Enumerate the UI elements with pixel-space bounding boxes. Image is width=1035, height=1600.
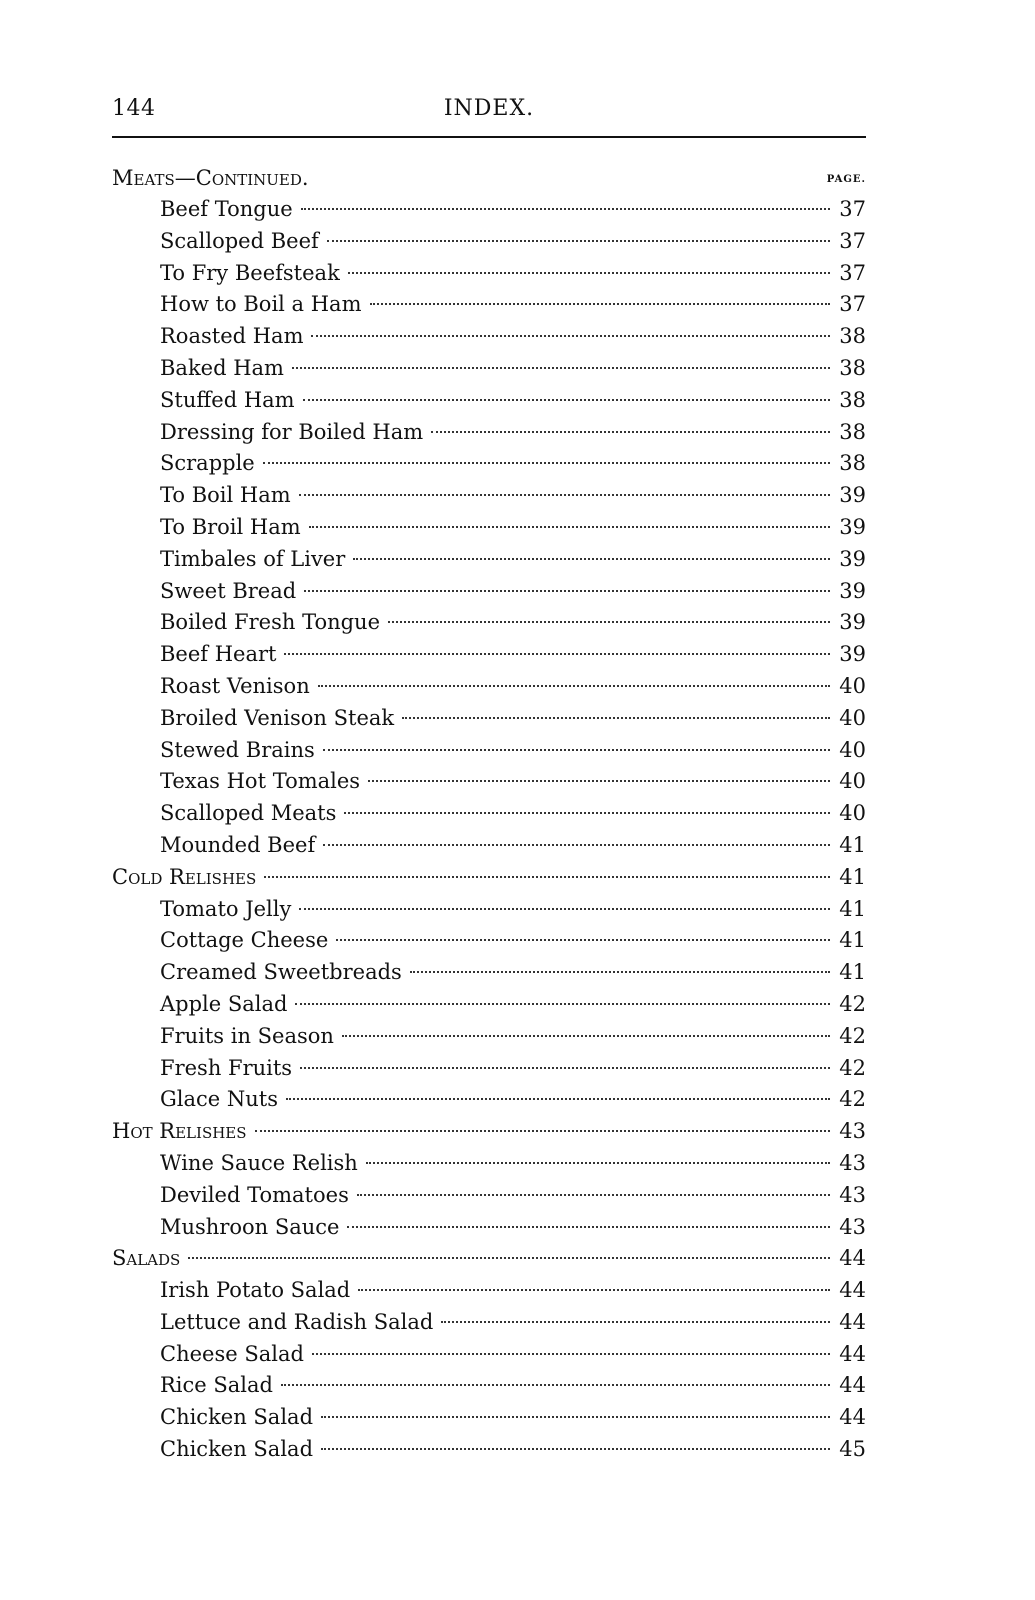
entry-page-number: 39: [839, 546, 866, 571]
dot-leader: [255, 1130, 830, 1132]
dot-leader: [299, 908, 830, 910]
entry-label: Irish Potato Salad: [160, 1278, 351, 1303]
entry-label: Cold Relishes: [112, 864, 257, 889]
entry-page-number: 38: [839, 419, 866, 444]
entry-page-number: 42: [839, 1023, 866, 1048]
dot-leader: [431, 431, 830, 433]
entry-page-number: 43: [839, 1119, 866, 1144]
dot-leader: [321, 1416, 830, 1418]
dot-leader: [336, 939, 830, 941]
entry-page-number: 39: [839, 483, 866, 508]
dot-leader: [353, 558, 830, 560]
index-section-heading: [112, 862, 866, 894]
entry-label: Scrapple: [160, 451, 255, 476]
index-entry: [112, 1148, 866, 1180]
entry-label: Cheese Salad: [160, 1341, 304, 1366]
entry-page-number: 43: [839, 1182, 866, 1207]
dot-leader: [312, 1353, 830, 1355]
index-entry: [112, 894, 866, 926]
entry-label: Apple Salad: [160, 991, 288, 1016]
index-entry: [112, 766, 866, 798]
entry-label: Roasted Ham: [160, 324, 304, 349]
entry-page-number: 39: [839, 610, 866, 635]
entry-page-number: 41: [839, 896, 866, 921]
header-rule: [112, 136, 866, 138]
dot-leader: [304, 590, 830, 592]
index-entry: [112, 1307, 866, 1339]
entry-label: Texas Hot Tomales: [160, 769, 361, 794]
entry-label: Mushroon Sauce: [160, 1214, 340, 1239]
index-entry: [112, 1275, 866, 1307]
entry-label: Fruits in Season: [160, 1023, 334, 1048]
entry-page-number: 44: [839, 1405, 866, 1430]
dot-leader: [292, 367, 830, 369]
dot-leader: [323, 844, 830, 846]
dot-leader: [321, 1448, 830, 1450]
entry-page-number: 38: [839, 387, 866, 412]
dot-leader: [388, 621, 830, 623]
entry-page-number: 37: [839, 228, 866, 253]
entry-label: Lettuce and Radish Salad: [160, 1309, 434, 1334]
index-entry: [112, 353, 866, 385]
index-entry: [112, 989, 866, 1021]
index-entry: [112, 1021, 866, 1053]
entry-page-number: 44: [839, 1309, 866, 1334]
entry-page-number: 44: [839, 1341, 866, 1366]
entry-page-number: 45: [839, 1437, 866, 1462]
index-entry: [112, 703, 866, 735]
index-entry: [112, 321, 866, 353]
entry-page-number: 44: [839, 1373, 866, 1398]
index-entry: [112, 544, 866, 576]
page-title: INDEX.: [443, 96, 535, 121]
entry-page-number: 42: [839, 991, 866, 1016]
dot-leader: [309, 526, 830, 528]
entry-page-number: 41: [839, 960, 866, 985]
entry-label: Salads: [112, 1246, 181, 1271]
entry-label: Hot Relishes: [112, 1119, 247, 1144]
entry-label: Tomato Jelly: [160, 896, 292, 921]
page-number: 144: [112, 96, 156, 121]
index-entry: [112, 925, 866, 957]
entry-label: Roast Venison: [160, 673, 310, 698]
index-entry: [112, 1212, 866, 1244]
dot-leader: [370, 303, 831, 305]
dot-leader: [301, 208, 830, 210]
index-entry: [112, 1053, 866, 1085]
entry-page-number: 40: [839, 737, 866, 762]
dot-leader: [264, 876, 830, 878]
dot-leader: [348, 272, 830, 274]
entry-label: Broiled Venison Steak: [160, 705, 395, 730]
entry-label: Boiled Fresh Tongue: [160, 610, 381, 635]
entry-page-number: 38: [839, 451, 866, 476]
entry-label: Beef Tongue: [160, 197, 293, 221]
dot-leader: [263, 462, 830, 464]
dot-leader: [300, 1067, 830, 1069]
index-entry: [112, 258, 866, 290]
dot-leader: [344, 812, 830, 814]
index-entry: [112, 957, 866, 989]
index-entry: [112, 735, 866, 767]
dot-leader: [311, 335, 830, 337]
index-entry: [112, 417, 866, 449]
entry-label: To Fry Beefsteak: [160, 260, 340, 285]
entry-label: To Broil Ham: [160, 514, 301, 539]
entry-label: Chicken Salad: [160, 1405, 314, 1430]
index-entry: [112, 226, 866, 258]
dot-leader: [347, 1226, 830, 1228]
entry-label: Timbales of Liver: [160, 546, 346, 571]
entry-label: Chicken Salad: [160, 1437, 314, 1462]
index-entry: [112, 448, 866, 480]
entry-label: Cottage Cheese: [160, 928, 329, 953]
entry-page-number: 39: [839, 514, 866, 539]
entry-label: Sweet Bread: [160, 578, 297, 603]
index-entry: [112, 1339, 866, 1371]
index-entry: [112, 1180, 866, 1212]
index-entry: [112, 289, 866, 321]
entry-page-number: 40: [839, 673, 866, 698]
page-header: [112, 96, 866, 136]
entry-label: Fresh Fruits: [160, 1055, 293, 1080]
dot-leader: [342, 1035, 830, 1037]
entry-label: Dressing for Boiled Ham: [160, 419, 424, 444]
dot-leader: [323, 749, 830, 751]
entry-page-number: 37: [839, 292, 866, 317]
entry-page-number: 40: [839, 705, 866, 730]
index-entry: [112, 512, 866, 544]
dot-leader: [318, 685, 830, 687]
index-entry: [112, 385, 866, 417]
entry-label: Beef Heart: [160, 642, 277, 667]
entry-label: Mounded Beef: [160, 832, 316, 857]
entry-page-number: 44: [839, 1278, 866, 1303]
index-entry: [112, 1370, 866, 1402]
index-subheader: [112, 166, 866, 192]
dot-leader: [368, 780, 830, 782]
dot-leader: [188, 1257, 830, 1259]
entry-page-number: 39: [839, 578, 866, 603]
dot-leader: [366, 1162, 830, 1164]
entry-page-number: 42: [839, 1055, 866, 1080]
entry-page-number: 40: [839, 769, 866, 794]
dot-leader: [286, 1098, 830, 1100]
entry-page-number: 37: [839, 260, 866, 285]
entry-page-number: 41: [839, 928, 866, 953]
entry-page-number: 44: [839, 1246, 866, 1271]
entry-label: Stewed Brains: [160, 737, 315, 762]
dot-leader: [299, 494, 830, 496]
entry-label: Creamed Sweetbreads: [160, 960, 402, 985]
index-entry: [112, 607, 866, 639]
dot-leader: [281, 1384, 830, 1386]
entry-page-number: 43: [839, 1214, 866, 1239]
dot-leader: [441, 1321, 830, 1323]
index-section-heading: [112, 1243, 866, 1275]
entry-page-number: 41: [839, 864, 866, 889]
dot-leader: [402, 717, 830, 719]
entry-label: Baked Ham: [160, 355, 284, 380]
dot-leader: [295, 1003, 830, 1005]
entry-label: Scalloped Meats: [160, 801, 337, 826]
entry-label: Stuffed Ham: [160, 387, 295, 412]
entry-page-number: 38: [839, 355, 866, 380]
entry-page-number: 43: [839, 1150, 866, 1175]
entry-page-number: 38: [839, 324, 866, 349]
page-column-label: PAGE.: [826, 174, 866, 185]
index-entries: [112, 194, 866, 1466]
entry-label: Glace Nuts: [160, 1087, 278, 1112]
index-entry: [112, 830, 866, 862]
entry-label: To Boil Ham: [160, 483, 291, 508]
entry-page-number: 37: [839, 197, 866, 221]
entry-page-number: 40: [839, 801, 866, 826]
dot-leader: [358, 1289, 830, 1291]
index-entry: [112, 194, 866, 226]
index-section-heading: [112, 1116, 866, 1148]
dot-leader: [284, 653, 830, 655]
index-entry: [112, 1084, 866, 1116]
entry-page-number: 39: [839, 642, 866, 667]
dot-leader: [410, 971, 830, 973]
entry-label: Rice Salad: [160, 1373, 273, 1398]
index-entry: [112, 480, 866, 512]
dot-leader: [357, 1194, 830, 1196]
index-entry: [112, 1402, 866, 1434]
entry-label: Wine Sauce Relish: [160, 1150, 358, 1175]
index-entry: [112, 639, 866, 671]
index-entry: [112, 798, 866, 830]
continued-section-heading: Meats—Continued.: [112, 166, 309, 190]
index-entry: [112, 576, 866, 608]
entry-page-number: 42: [839, 1087, 866, 1112]
entry-page-number: 41: [839, 832, 866, 857]
entry-label: How to Boil a Ham: [160, 292, 362, 317]
index-entry: [112, 1434, 866, 1466]
dot-leader: [303, 399, 830, 401]
dot-leader: [327, 240, 830, 242]
entry-label: Deviled Tomatoes: [160, 1182, 349, 1207]
entry-label: Scalloped Beef: [160, 228, 319, 253]
index-entry: [112, 671, 866, 703]
